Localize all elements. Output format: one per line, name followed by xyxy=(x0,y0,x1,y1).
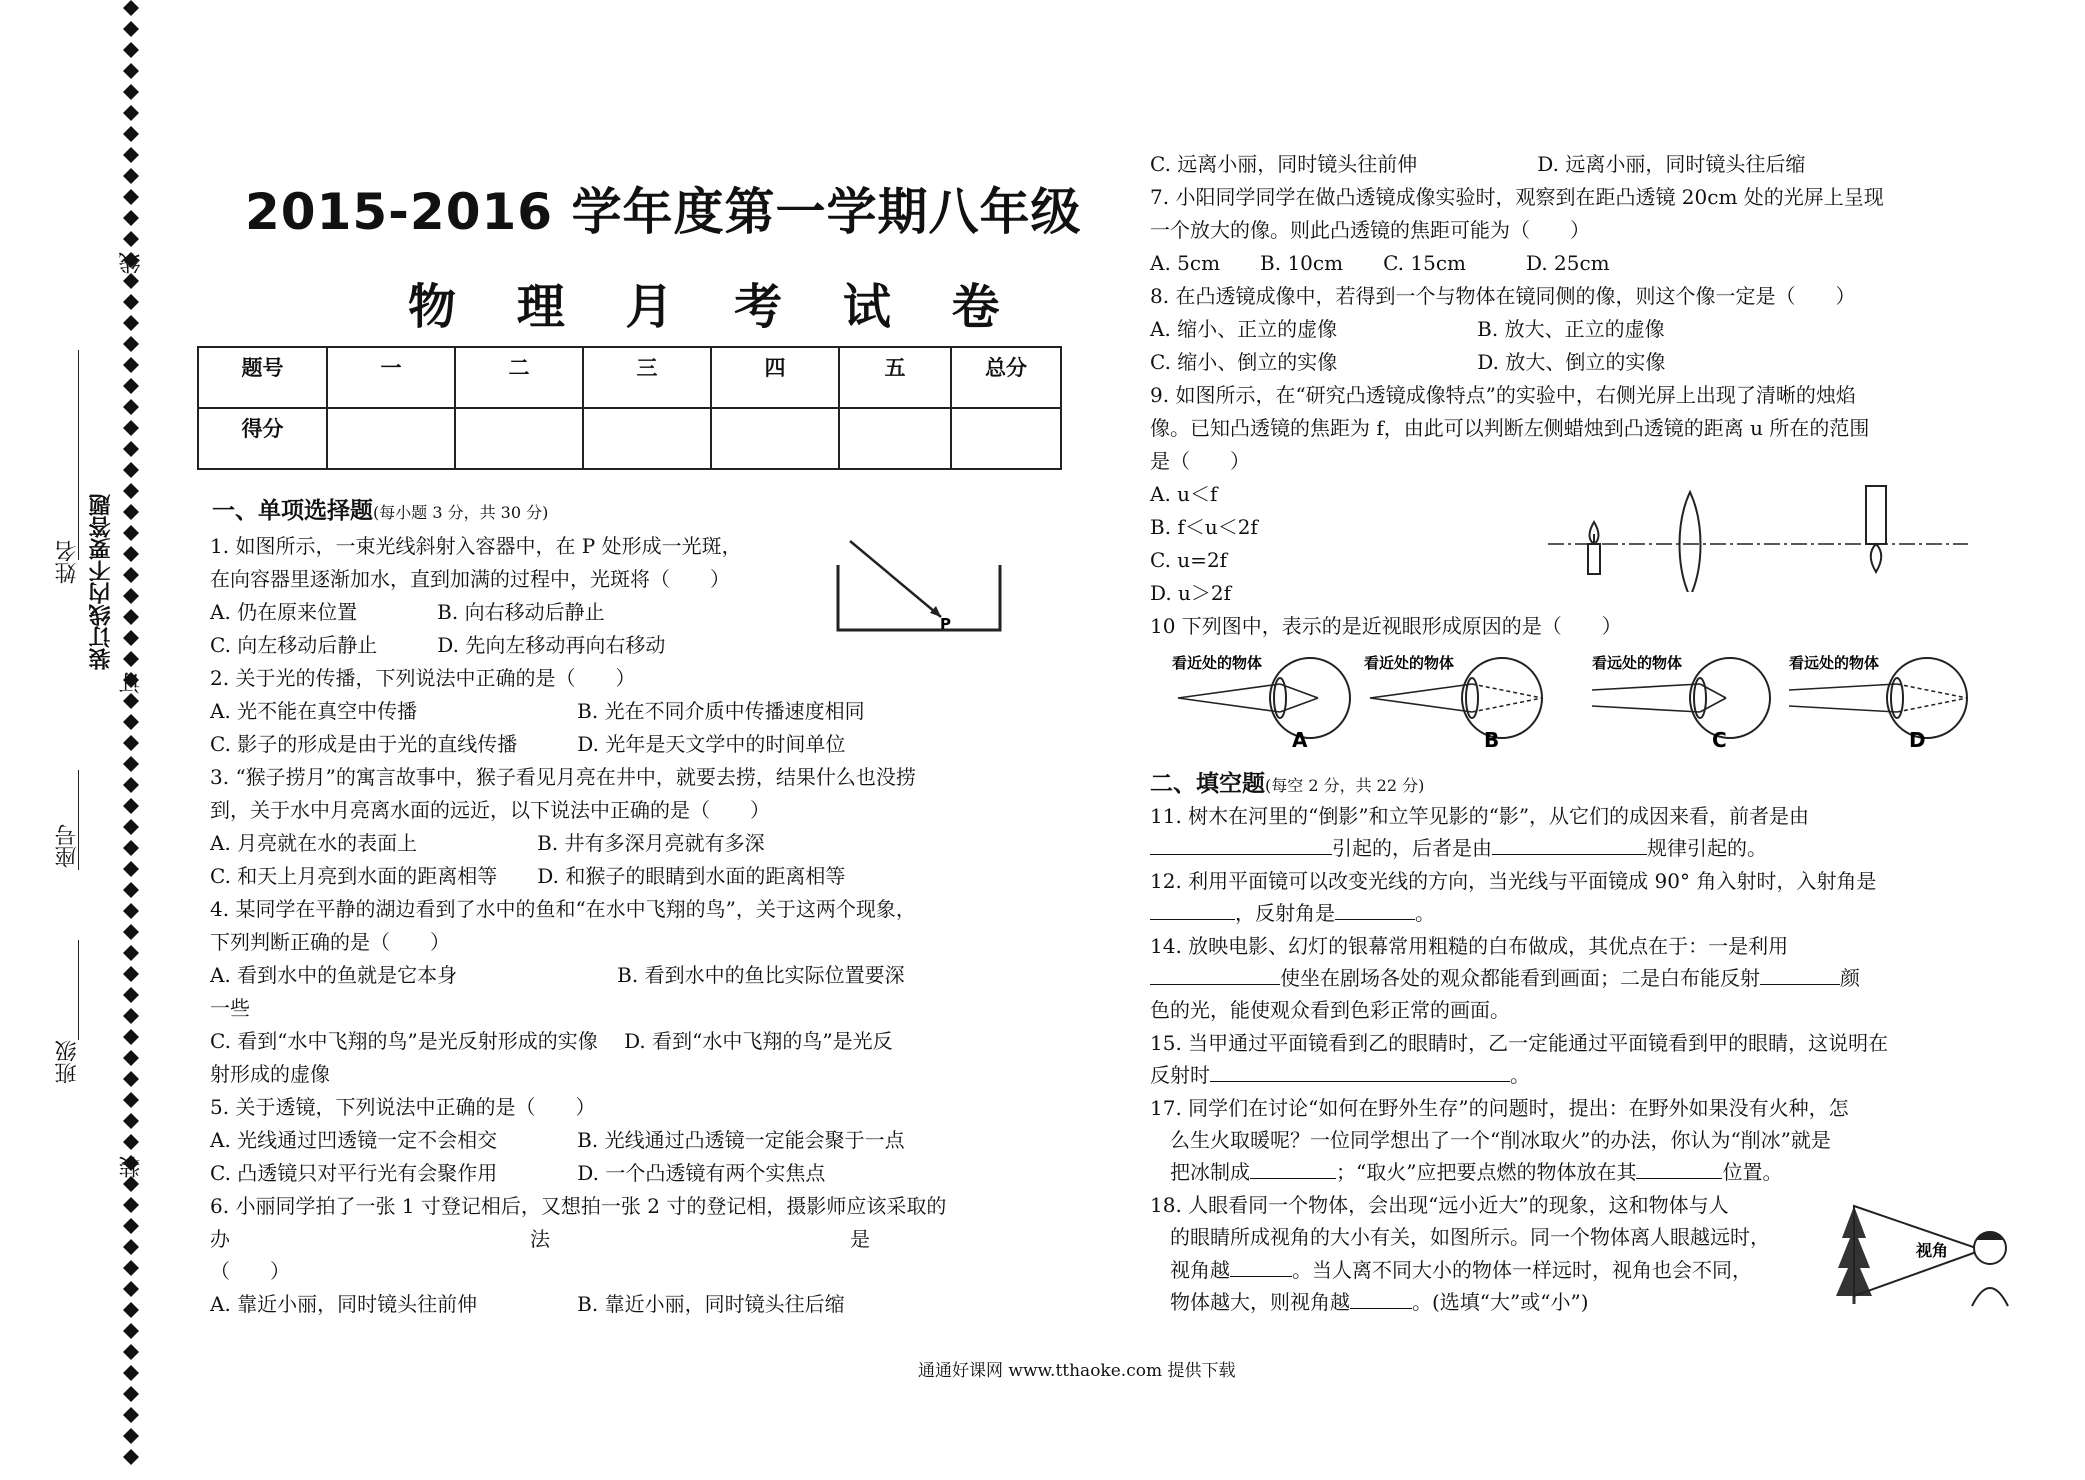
diamond-mark xyxy=(123,462,139,478)
eye-diagram-caption: 看近处的物体 xyxy=(1364,654,1455,672)
question-line: 在向容器里逐渐加水，直到加满的过程中，光斑将（ ） xyxy=(210,567,730,591)
question-line: 8. 在凸透镜成像中，若得到一个与物体在镜同侧的像，则这个像一定是（ ） xyxy=(1150,284,1856,308)
score-cell[interactable] xyxy=(839,408,951,469)
q18-line3 xyxy=(1170,1256,1752,1284)
question-line: 一个放大的像。则此凸透镜的焦距可能为（ ） xyxy=(1150,218,1590,242)
score-cell[interactable] xyxy=(951,408,1061,469)
diamond-mark xyxy=(123,189,139,205)
q12-line2 xyxy=(1150,899,1435,927)
section1-title: 一、单项选择题 xyxy=(212,498,373,524)
diamond-mark xyxy=(123,294,139,310)
question-line: C. 凸透镜只对平行光有会聚作用 D. 一个凸透镜有两个实焦点 xyxy=(210,1161,826,1185)
question-line: C. 远离小丽，同时镜头往前伸 D. 远离小丽，同时镜头往后缩 xyxy=(1150,152,1806,176)
q12-blank-2[interactable] xyxy=(1335,901,1415,920)
diamond-mark xyxy=(123,567,139,583)
score-col-header: 二 xyxy=(455,347,583,408)
score-cell[interactable] xyxy=(455,408,583,469)
q17-blank-2[interactable] xyxy=(1636,1160,1722,1179)
q17-text-2: ；“取火”应把要点燃的物体放在其 xyxy=(1336,1160,1637,1184)
q11-line1: 11. 树木在河里的“倒影”和立竿见影的“影”，从它们的成因来看，前者是由 xyxy=(1150,804,1810,828)
q17-text-3: 位置。 xyxy=(1722,1160,1783,1184)
score-col-header: 总分 xyxy=(951,347,1061,408)
question-line: 1. 如图所示，一束光线斜射入容器中，在 P 处形成一光斑， xyxy=(210,534,742,558)
diamond-mark xyxy=(123,987,139,1003)
diamond-mark xyxy=(123,378,139,394)
diamond-mark xyxy=(123,546,139,562)
diamond-mark xyxy=(123,609,139,625)
eye-diagram-a xyxy=(1168,652,1358,748)
score-col-header: 五 xyxy=(839,347,951,408)
section1-heading xyxy=(212,497,548,527)
question-line: 10 下列图中，表示的是近视眼形成原因的是（ ） xyxy=(1150,614,1622,638)
diamond-mark xyxy=(123,84,139,100)
binding-diamond-strip xyxy=(118,0,144,1476)
eye-diagram-caption: 看近处的物体 xyxy=(1172,654,1263,672)
q11-blank-1[interactable] xyxy=(1150,836,1332,855)
question-line: （ ） xyxy=(210,1259,290,1283)
question-line: C. 向左移动后静止 D. 先向左移动再向右移动 xyxy=(210,633,666,657)
page-footer: 通通好课网 www.tthaoke.com 提供下载 xyxy=(918,1361,1236,1381)
diamond-mark xyxy=(123,1113,139,1129)
question-line: 像。已知凸透镜的焦距为 f，由此可以判断左侧蜡烛到凸透镜的距离 u 所在的范围 xyxy=(1150,416,1870,440)
section2-note: (每空 2 分，共 22 分) xyxy=(1265,776,1425,795)
margin-ding: 订 xyxy=(119,672,144,694)
q18-line4 xyxy=(1170,1288,1589,1316)
q12-text-1: ，反射角是 xyxy=(1235,901,1335,925)
diamond-mark xyxy=(123,693,139,709)
fig18-label: 视角 xyxy=(1916,1241,1949,1260)
diamond-mark xyxy=(123,630,139,646)
question-line: C. 看到“水中飞翔的鸟”是光反射形成的实像 D. 看到“水中飞翔的鸟”是光反 xyxy=(210,1029,893,1053)
light-ray xyxy=(1789,684,1897,690)
score-cell[interactable] xyxy=(711,408,839,469)
margin-name-label: 姓名 xyxy=(55,540,80,584)
score-cell[interactable] xyxy=(583,408,711,469)
light-ray xyxy=(1370,698,1472,712)
q14-line2 xyxy=(1150,964,1860,992)
diamond-mark xyxy=(123,231,139,247)
question-line: 7. 小阳同学同学在做凸透镜成像实验时，观察到在距凸透镜 20cm 处的光屏上呈现 xyxy=(1150,185,1884,209)
q15-text-2: 。 xyxy=(1510,1063,1530,1087)
question-line: 3. “猴子捞月”的寓言故事中，猴子看见月亮在井中，就要去捞，结果什么也没捞 xyxy=(210,765,916,789)
margin-zhuang: 装 xyxy=(119,1156,144,1178)
q14-blank-1[interactable] xyxy=(1150,966,1280,985)
q18-visual-angle-figure xyxy=(1832,1198,2012,1308)
question-line: 6. 小丽同学拍了一张 1 寸登记相后，又想拍一张 2 寸的登记相，摄影师应该采取的 xyxy=(210,1194,947,1218)
q18-blank-2[interactable] xyxy=(1350,1290,1412,1309)
diamond-mark xyxy=(123,1281,139,1297)
question-line: A. 仍在原来位置 B. 向右移动后静止 xyxy=(210,600,605,624)
score-row-label: 得分 xyxy=(198,408,327,469)
diamond-mark xyxy=(123,1365,139,1381)
margin-class-label: 班级 xyxy=(55,1040,80,1084)
diamond-mark xyxy=(123,441,139,457)
diamond-mark xyxy=(123,273,139,289)
margin-seat-label: 座号 xyxy=(55,824,80,868)
diamond-mark xyxy=(123,588,139,604)
q17-line1: 17. 同学们在讨论“如何在野外生存”的问题时，提出：在野外如果没有火种，怎 xyxy=(1150,1096,1849,1120)
question-line: A. 缩小、正立的虚像 B. 放大、正立的虚像 xyxy=(1150,317,1665,341)
diamond-mark xyxy=(123,483,139,499)
diamond-mark xyxy=(123,840,139,856)
diamond-mark xyxy=(123,420,139,436)
light-ray xyxy=(1370,684,1472,698)
q18-line2: 的眼睛所成视角的大小有关，如图所示。同一个物体离人眼越远时， xyxy=(1170,1225,1770,1249)
diamond-mark xyxy=(123,21,139,37)
eye-diagram-caption: 看远处的物体 xyxy=(1592,654,1683,672)
class-line xyxy=(78,940,79,1040)
diamond-mark xyxy=(123,1092,139,1108)
q9-lens-figure xyxy=(1548,482,1968,592)
q17-text-1: 把冰制成 xyxy=(1170,1160,1250,1184)
q15-text-1: 反射时 xyxy=(1150,1063,1210,1087)
q11-text-2: 规律引起的。 xyxy=(1647,836,1767,860)
diamond-mark xyxy=(123,798,139,814)
binding-warning: 装订线内不要答题 xyxy=(89,494,114,670)
score-col-header: 四 xyxy=(711,347,839,408)
diamond-mark xyxy=(123,1449,139,1465)
q12-text-2: 。 xyxy=(1415,901,1435,925)
question-line: A. 光线通过凹透镜一定不会相交 B. 光线通过凸透镜一定能会聚于一点 xyxy=(210,1128,905,1152)
diamond-mark xyxy=(123,336,139,352)
question-line: C. 缩小、倒立的实像 D. 放大、倒立的实像 xyxy=(1150,350,1666,374)
q11-blank-2[interactable] xyxy=(1492,836,1647,855)
diamond-mark xyxy=(123,315,139,331)
question-line: 是（ ） xyxy=(1150,449,1250,473)
light-ray xyxy=(1178,698,1280,712)
question-line: A. 5cm B. 10cm C. 15cm D. 25cm xyxy=(1150,251,1610,275)
diamond-mark xyxy=(123,357,139,373)
diamond-mark xyxy=(123,1407,139,1423)
question-line: 5. 关于透镜，下列说法中正确的是（ ） xyxy=(210,1095,596,1119)
light-ray xyxy=(1789,706,1897,712)
eye-diagram-letter: D xyxy=(1909,728,1926,748)
q14-line1: 14. 放映电影、幻灯的银幕常用粗糙的白布做成，其优点在于：一是利用 xyxy=(1150,934,1789,958)
eye-diagram-caption: 看远处的物体 xyxy=(1789,654,1880,672)
diamond-mark xyxy=(123,819,139,835)
eye-diagram-letter: A xyxy=(1292,728,1308,748)
diamond-mark xyxy=(123,126,139,142)
q1-container-figure xyxy=(828,535,1010,635)
diamond-mark xyxy=(123,1071,139,1087)
diamond-mark xyxy=(123,210,139,226)
eye-diagram-c xyxy=(1588,652,1778,748)
q15-line1: 15. 当甲通过平面镜看到乙的眼睛时，乙一定能通过平面镜看到甲的眼睛，这说明在 xyxy=(1150,1031,1889,1055)
q17-line2: 么生火取暖呢？一位同学想出了一个“削冰取火”的办法，你认为“削冰”就是 xyxy=(1170,1128,1831,1152)
q11-line2 xyxy=(1150,834,1767,862)
question-line: D. u＞2f xyxy=(1150,581,1232,605)
diamond-mark xyxy=(123,903,139,919)
diamond-mark xyxy=(123,714,139,730)
eye-diagram-letter: B xyxy=(1484,728,1500,748)
score-col-header: 三 xyxy=(583,347,711,408)
q18-text-1: 视角越 xyxy=(1170,1258,1230,1282)
question-line: A. 靠近小丽，同时镜头往前伸 B. 靠近小丽，同时镜头往后缩 xyxy=(210,1292,845,1316)
diamond-mark xyxy=(123,1134,139,1150)
score-col-header: 题号 xyxy=(198,347,327,408)
diamond-mark xyxy=(123,1239,139,1255)
diamond-mark xyxy=(123,525,139,541)
question-line: A. 光不能在真空中传播 B. 光在不同介质中传播速度相同 xyxy=(210,699,865,723)
diamond-mark xyxy=(123,966,139,982)
question-line: 2. 关于光的传播，下列说法中正确的是（ ） xyxy=(210,666,636,690)
diamond-mark xyxy=(123,504,139,520)
q18-text-2: 。当人离不同大小的物体一样远时，视角也会不同， xyxy=(1292,1258,1752,1282)
q18-text-4: 。(选填“大”或“小”) xyxy=(1412,1290,1589,1314)
exam-title: 2015-2016 学年度第一学期八年级 xyxy=(245,183,1082,241)
q18-line1: 18. 人眼看同一个物体，会出现“远小近大”的现象，这和物体与人 xyxy=(1150,1193,1729,1217)
score-col-header: 一 xyxy=(327,347,455,408)
eye-diagram-letter: C xyxy=(1712,728,1727,748)
diamond-mark xyxy=(123,1197,139,1213)
q11-text-1: 引起的，后者是由 xyxy=(1332,836,1492,860)
diamond-mark xyxy=(123,756,139,772)
question-line: 到，关于水中月亮离水面的远近，以下说法中正确的是（ ） xyxy=(210,798,770,822)
question-line: C. 和天上月亮到水面的距离相等 D. 和猴子的眼睛到水面的距离相等 xyxy=(210,864,846,888)
diamond-mark xyxy=(123,882,139,898)
diamond-mark xyxy=(123,777,139,793)
diamond-mark xyxy=(123,861,139,877)
diamond-mark xyxy=(123,735,139,751)
diamond-mark xyxy=(123,1323,139,1339)
score-table-header-row xyxy=(198,347,1061,408)
section1-note: (每小题 3 分，共 30 分) xyxy=(373,503,549,522)
question-line: 下列判断正确的是（ ） xyxy=(210,930,450,954)
diamond-mark xyxy=(123,399,139,415)
diamond-mark xyxy=(123,945,139,961)
question-line: A. u＜f xyxy=(1150,482,1218,506)
score-table-score-row xyxy=(198,408,1061,469)
score-table xyxy=(197,346,1062,470)
diamond-mark xyxy=(123,924,139,940)
diamond-mark xyxy=(123,105,139,121)
diamond-mark xyxy=(123,1260,139,1276)
section2-title: 二、填空题 xyxy=(1150,771,1265,797)
diamond-mark xyxy=(123,1344,139,1360)
light-ray xyxy=(1178,684,1280,698)
q15-blank-1[interactable] xyxy=(1210,1063,1510,1082)
light-ray xyxy=(1592,706,1700,712)
q12-blank-1[interactable] xyxy=(1150,901,1235,920)
q14-blank-2[interactable] xyxy=(1760,966,1840,985)
diamond-mark xyxy=(123,147,139,163)
diamond-mark xyxy=(123,63,139,79)
question-line: C. u=2f xyxy=(1150,548,1228,572)
diamond-mark xyxy=(123,1008,139,1024)
diamond-mark xyxy=(123,1302,139,1318)
diamond-mark xyxy=(123,651,139,667)
question-line: A. 月亮就在水的表面上 B. 井有多深月亮就有多深 xyxy=(210,831,765,855)
q17-line3 xyxy=(1170,1158,1782,1186)
diamond-mark xyxy=(123,168,139,184)
q18-text-3: 物体越大，则视角越 xyxy=(1170,1290,1350,1314)
q14-text-1: 使坐在剧场各处的观众都能看到画面；二是白布能反射 xyxy=(1280,966,1760,990)
diamond-pattern xyxy=(118,0,144,1476)
diamond-mark xyxy=(123,42,139,58)
question-line: C. 影子的形成是由于光的直线传播 D. 光年是天文学中的时间单位 xyxy=(210,732,846,756)
q18-blank-1[interactable] xyxy=(1230,1258,1292,1277)
q14-line3: 色的光，能使观众看到色彩正常的画面。 xyxy=(1150,998,1510,1022)
question-line: 4. 某同学在平静的湖边看到了水中的鱼和“在水中飞翔的鸟”，关于这两个现象， xyxy=(210,897,916,921)
diamond-mark xyxy=(123,1218,139,1234)
diamond-mark xyxy=(123,1428,139,1444)
fig1-point-label: P xyxy=(940,615,951,633)
diamond-mark xyxy=(123,1029,139,1045)
light-ray xyxy=(1592,684,1700,690)
q17-blank-1[interactable] xyxy=(1250,1160,1336,1179)
eye-diagram-b xyxy=(1360,652,1550,748)
q14-text-2: 颜 xyxy=(1840,966,1860,990)
question-line: 一些 xyxy=(210,996,250,1020)
margin-xian: 线 xyxy=(119,252,144,274)
question-line: 办 法 是 xyxy=(210,1227,870,1251)
question-line: 9. 如图所示，在“研究凸透镜成像特点”的实验中，右侧光屏上出现了清晰的烛焰 xyxy=(1150,383,1856,407)
name-line xyxy=(78,350,79,560)
eye-diagram-d xyxy=(1785,652,1975,748)
diamond-mark xyxy=(123,1386,139,1402)
diamond-mark xyxy=(123,1176,139,1192)
section2-heading xyxy=(1150,770,1424,800)
diamond-mark xyxy=(123,0,139,16)
exam-subtitle: 物 理 月 考 试 卷 xyxy=(408,279,1022,335)
question-line: B. f＜u＜2f xyxy=(1150,515,1258,539)
question-line: 射形成的虚像 xyxy=(210,1062,330,1086)
question-line: A. 看到水中的鱼就是它本身 B. 看到水中的鱼比实际位置要深 xyxy=(210,963,905,987)
q12-line1: 12. 利用平面镜可以改变光线的方向，当光线与平面镜成 90° 角入射时，入射角是 xyxy=(1150,869,1877,893)
score-cell[interactable] xyxy=(327,408,455,469)
q15-line2 xyxy=(1150,1061,1530,1089)
diamond-mark xyxy=(123,1050,139,1066)
